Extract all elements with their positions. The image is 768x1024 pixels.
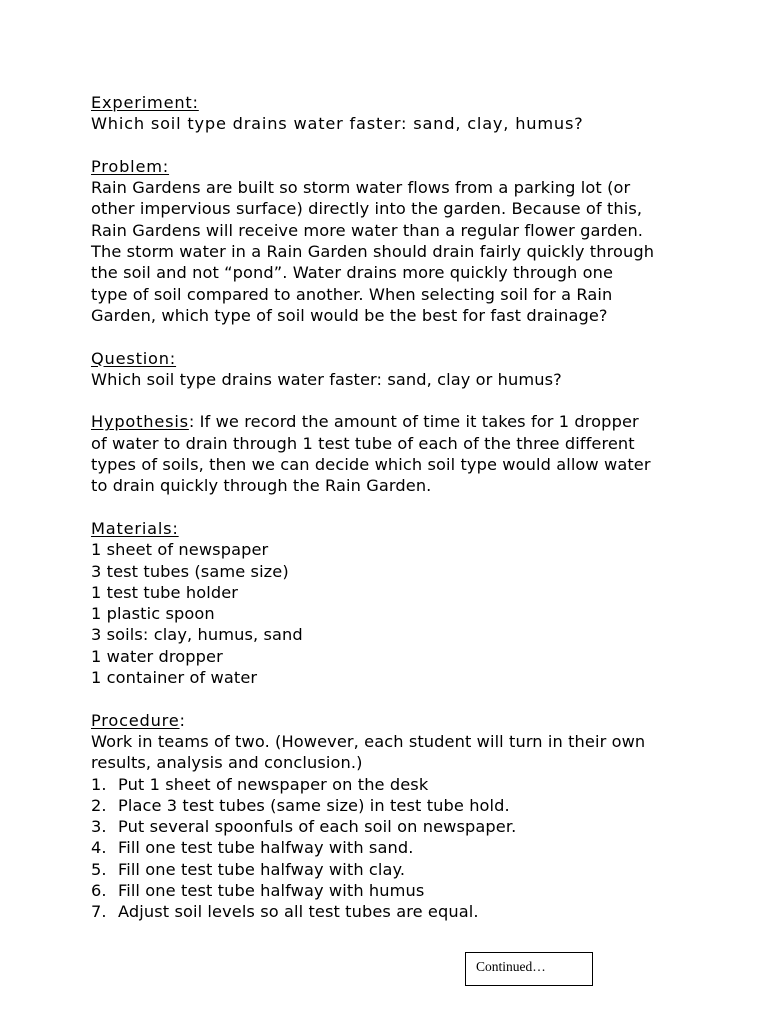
problem-heading: Problem: [91, 156, 170, 176]
experiment-section [91, 92, 731, 135]
experiment-text: Which soil type drains water faster: sand, clay, humus? [91, 114, 584, 134]
step-text: Fill one test tube halfway with sand. [118, 838, 414, 858]
procedure-step [91, 901, 731, 922]
procedure-step [91, 795, 731, 816]
materials-heading: Materials: [91, 518, 179, 538]
hypothesis-heading: Hypothesis [91, 412, 189, 432]
question-section [91, 348, 731, 391]
step-text: Put several spoonfuls of each soil on newspaper. [118, 817, 517, 837]
hypothesis-first-line [91, 411, 731, 432]
step-number: 4. [91, 838, 107, 858]
step-number: 2. [91, 795, 107, 815]
step-number: 3. [91, 817, 107, 837]
procedure-heading: Procedure [91, 710, 180, 730]
step-number: 5. [91, 859, 107, 879]
procedure-intro-line: results, analysis and conclusion.) [91, 753, 363, 773]
continued-box [465, 952, 593, 986]
document-page [91, 92, 731, 923]
procedure-steps [91, 774, 731, 923]
problem-line: Rain Gardens will receive more water than a regular flower garden. [91, 220, 644, 240]
procedure-step [91, 880, 731, 901]
materials-section [91, 518, 731, 688]
problem-line: other impervious surface) directly into the garden. Because of this, [91, 199, 643, 219]
step-text: Place 3 test tubes (same size) in test tube hold. [118, 795, 510, 815]
problem-line: the soil and not “pond”. Water drains more quickly through one [91, 263, 614, 283]
step-number: 1. [91, 774, 107, 794]
step-number: 7. [91, 902, 107, 922]
list-item: 1 sheet of newspaper [91, 540, 269, 560]
list-item: 3 test tubes (same size) [91, 561, 289, 581]
hypothesis-line: to drain quickly through the Rain Garden. [91, 476, 432, 496]
list-item: 3 soils: clay, humus, sand [91, 625, 303, 645]
list-item: 1 plastic spoon [91, 604, 215, 624]
continued-label: Continued… [476, 959, 546, 974]
step-number: 6. [91, 880, 107, 900]
hypothesis-line: of water to drain through 1 test tube of each of the three different [91, 433, 635, 453]
list-item: 1 container of water [91, 668, 258, 688]
procedure-step [91, 816, 731, 837]
problem-line: The storm water in a Rain Garden should drain fairly quickly through [91, 242, 655, 262]
procedure-heading-colon: : [179, 710, 186, 730]
step-text: Put 1 sheet of newspaper on the desk [118, 774, 429, 794]
hypothesis-section [91, 411, 731, 496]
procedure-step [91, 859, 731, 880]
step-text: Fill one test tube halfway with clay. [118, 859, 406, 879]
problem-line: type of soil compared to another. When selecting soil for a Rain [91, 284, 613, 304]
procedure-section [91, 710, 731, 923]
step-text: Fill one test tube halfway with humus [118, 880, 425, 900]
experiment-heading: Experiment: [91, 93, 199, 112]
procedure-heading-line [91, 710, 731, 731]
question-text: Which soil type drains water faster: sand, clay or humus? [91, 369, 562, 389]
list-item: 1 test tube holder [91, 582, 239, 602]
list-item: 1 water dropper [91, 646, 223, 666]
step-text: Adjust soil levels so all test tubes are equal. [118, 902, 479, 922]
procedure-step [91, 774, 731, 795]
materials-list [91, 539, 731, 688]
hypothesis-first-line-text: : If we record the amount of time it takes for 1 dropper [188, 412, 639, 432]
procedure-intro-line: Work in teams of two. (However, each student will turn in their own [91, 731, 646, 751]
procedure-step [91, 837, 731, 858]
problem-section [91, 156, 731, 326]
problem-line: Rain Gardens are built so storm water flows from a parking lot (or [91, 178, 631, 198]
hypothesis-line: types of soils, then we can decide which soil type would allow water [91, 455, 651, 475]
question-heading: Question: [91, 348, 177, 368]
problem-line: Garden, which type of soil would be the best for fast drainage? [91, 305, 608, 325]
